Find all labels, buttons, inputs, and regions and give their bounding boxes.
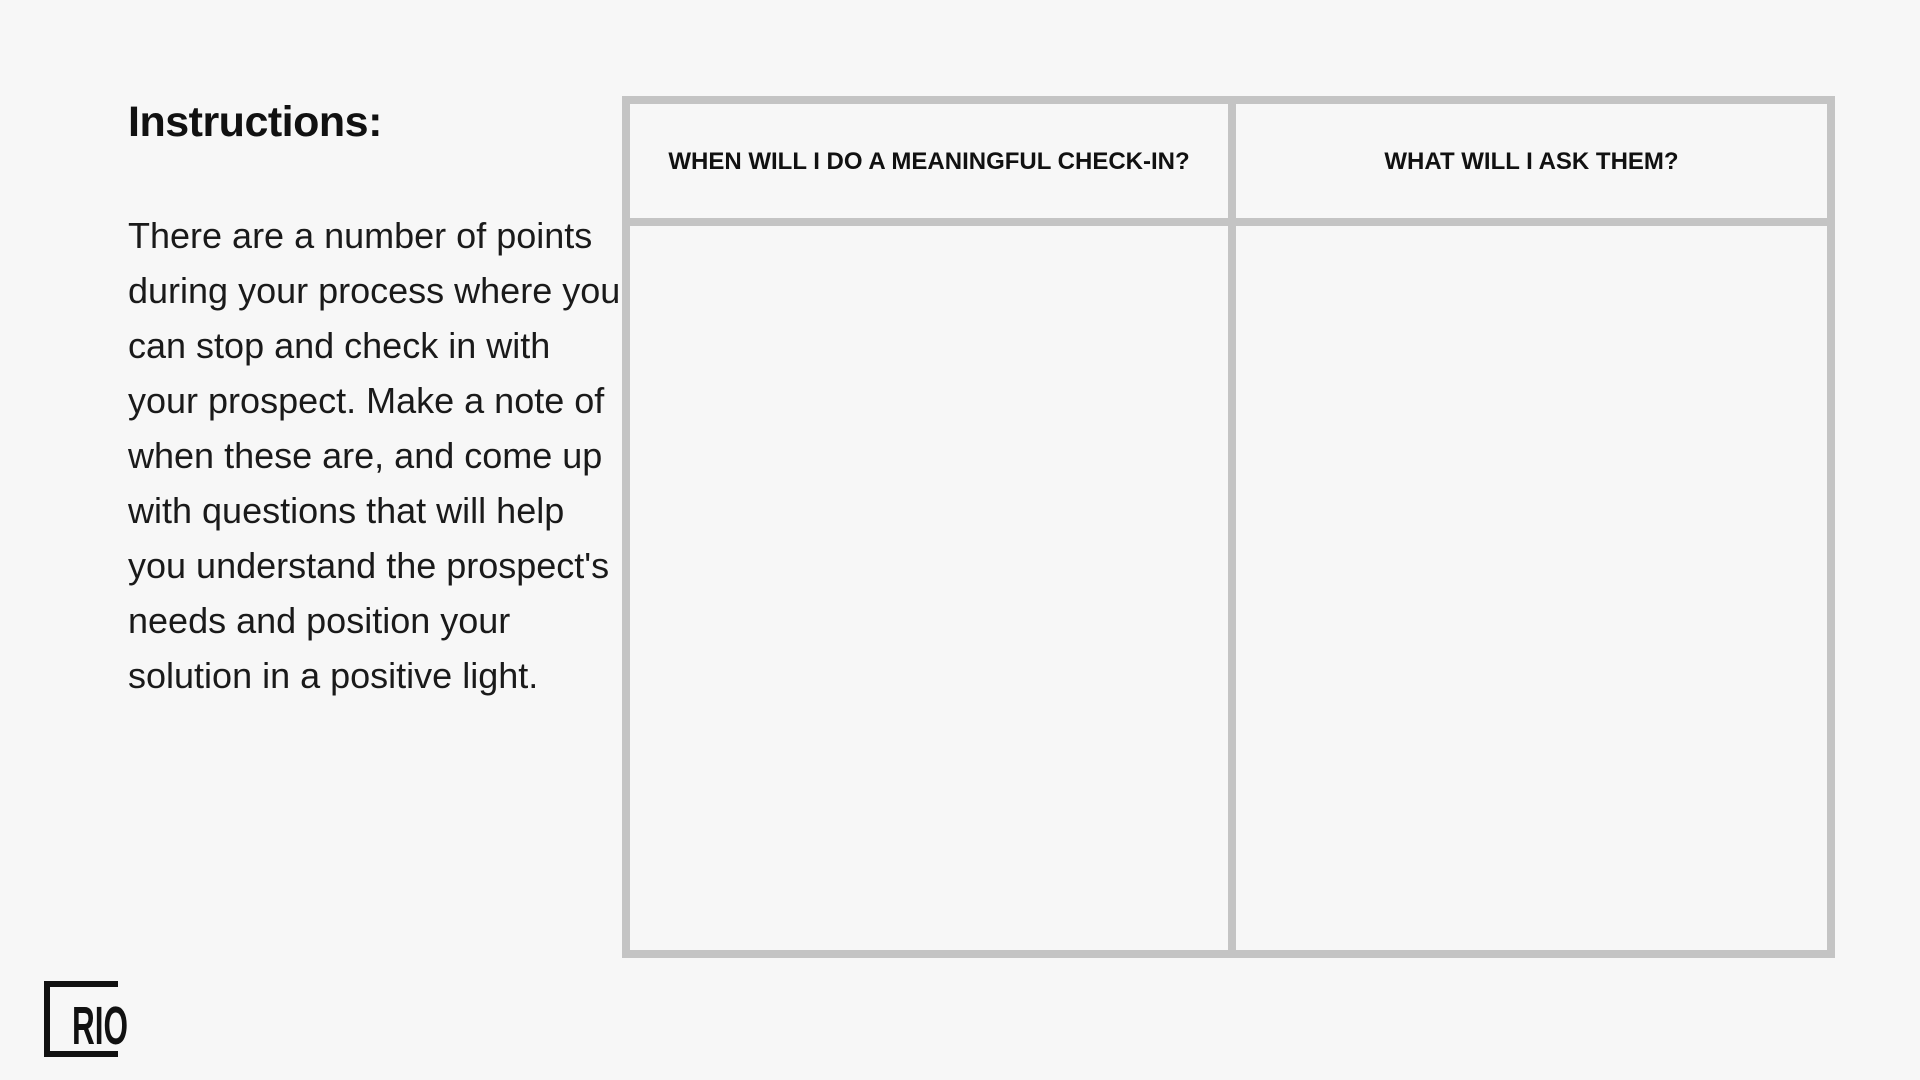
answer-cell-when[interactable] — [630, 226, 1228, 950]
rio-logo — [44, 981, 132, 1057]
answer-cell-ask[interactable] — [1236, 226, 1827, 950]
column-header-ask: WHAT WILL I ASK THEM? — [1384, 147, 1679, 175]
header-divider — [630, 218, 1827, 226]
check-in-worksheet-table — [622, 96, 1835, 958]
logo-text: RIO — [72, 996, 128, 1056]
column-header-when: WHEN WILL I DO A MEANINGFUL CHECK-IN? — [668, 147, 1190, 175]
instructions-text: There are a number of points during your process where you can stop and check in with your prospect. Make a note of when these are, and come up with questions that will help you understand the prospect's needs and position your solution in a positive light. — [128, 215, 621, 696]
instructions-panel — [128, 96, 628, 703]
column-divider — [1228, 104, 1236, 950]
instructions-title: Instructions: — [128, 98, 382, 146]
